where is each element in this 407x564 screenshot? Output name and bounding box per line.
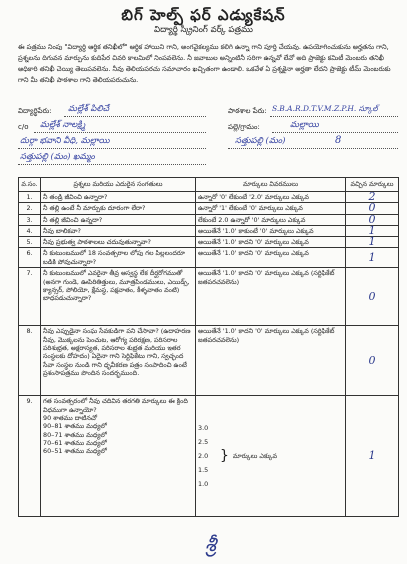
row-number: 4. — [19, 225, 41, 236]
row-question: నీ కుటుంబములో ఎవరైనా తీవ్ర అస్వస్థ లేక దీర్ఘరోగముతో (అనగా గుండె, ఊపిరితిత్తులు, మూత్రపిండములు, ఎయిడ్స్, క్యాన్సర్, పోలియో, క్షేమస్థ, పక్షవాతం, కీళ్ళవాతం వంటి) బాధపడుచున్నారా? — [41, 268, 196, 326]
row-marks: ఉన్నారో '0' లేకుంటే '2.0' మార్కులు ఎక్కువ — [196, 192, 346, 203]
header-marks-details: మార్కులు వివరములు — [196, 178, 346, 192]
form-subtitle: విద్యార్థి స్క్రీనింగ్ వర్క్ పత్రము — [154, 25, 253, 35]
row-number: 6. — [19, 248, 41, 268]
street-value[interactable]: దుర్గా భవాని వీధి, మల్లాయి — [20, 136, 110, 146]
table-row — [19, 268, 399, 326]
marks-scale — [198, 421, 220, 491]
row-question-text: గత సంవత్సరంలో నీవు చదివిన తరగతి మార్కులు ఈ క్రింది విధముగా ఉన్నాయో? — [43, 397, 188, 414]
district-value[interactable]: సత్తుపల్లి (మం) — [235, 136, 286, 146]
range-item: 90–81 శాతము మధ్యలో — [43, 422, 107, 431]
row-number: 3. — [19, 214, 41, 225]
row-number: 5. — [19, 237, 41, 248]
form-title: బిగ్ హెల్ప్ ఫర్ ఎడ్యుకేషన్ — [121, 6, 286, 24]
row-score[interactable]: 1 — [346, 237, 399, 248]
student-name-value[interactable]: మల్లేశ్ పిలిచే — [68, 104, 110, 114]
row-score[interactable]: 1 — [346, 248, 399, 268]
screening-table — [18, 177, 399, 517]
row-score[interactable]: 1 — [346, 396, 399, 517]
school-name-label: పాఠశాల పేరు: — [228, 107, 267, 115]
row-number: 9. — [19, 396, 41, 517]
table-row — [19, 326, 399, 396]
row-number: 7. — [19, 268, 41, 326]
row-marks: అయితేనే '1.0' కాదని '0' మార్కులు ఎక్కువ (సర్టిఫికేట్ జతపరచవలెను) — [196, 268, 346, 326]
scale-value: 2.0 — [198, 452, 209, 461]
table-row — [19, 214, 399, 225]
row-number: 1. — [19, 192, 41, 203]
table-row — [19, 192, 399, 203]
row-number: 2. — [19, 203, 41, 214]
class-value[interactable]: 8 — [335, 135, 342, 146]
row-score[interactable]: 0 — [346, 203, 399, 214]
row-number: 8. — [19, 326, 41, 396]
address-value[interactable]: మల్లేశ్ నాలక్ష్మి — [40, 120, 86, 130]
table-row — [19, 248, 399, 268]
scale-value: 3.0 — [198, 424, 209, 433]
scale-value: 1.5 — [198, 466, 209, 475]
row-marks: అయితేనే '1.0' కాదని '0' మార్కులు ఎక్కువ (సర్టిఫికేట్ జతపరచవలెను) — [196, 326, 346, 396]
row-marks: లేకుంటే 2.0 ఉన్నారో '0' మార్కులు ఎక్కువ — [196, 214, 346, 225]
brace: } — [220, 448, 229, 465]
row-marks: అయితేనే '1.0' కాదని '0' మార్కులు ఎక్కువ — [196, 248, 346, 268]
row-question — [41, 396, 196, 517]
mandal-value[interactable]: సత్తుపల్లి (మం) ఖమ్మం — [20, 152, 95, 162]
range-item: 60–51 శాతము మధ్యలో — [43, 447, 107, 456]
range-item: 90 శాతము దాటినచో — [43, 414, 97, 423]
row-question: నీవు ఎప్పుడైనా సంఘ సేవకుడిగా పని చేసావా? (ఉదాహరణ నీవు, మొక్కలను పెంచుట, ఆరోగ్య పరిరక్షణ, పరిసరాల పరిశుభ్రత, అక్షరాస్యత, పరిసరాల శుభ్రత మరియు ఇతర సంస్థలకు దోహదం) ఏదైనా గాని సెర్టిఫికేటు గాని, స్వచ్ఛంద సేవా సంస్థల నుండి గాని ధృవీకరణ పత్రం సంపాదించి ఉంటే ప్రశంసాపత్రము పొందిన సందర్భముంది. — [41, 326, 196, 396]
row-marks-text: మార్కులు ఎక్కువ — [232, 452, 278, 461]
row-question: నీ తల్లి జీవించి ఉన్నదా? — [41, 214, 196, 225]
row-score[interactable]: 0 — [346, 268, 399, 326]
header-serial: వ.సం. — [19, 178, 41, 192]
intro-paragraph: ఈ పత్రము నింపు "విద్యార్థి ఆర్థిక తనిఖీలో" ఆర్థిక హాయిని గాని, అంగవైకల్యము కలిగి ఉన్నా గాని పూర్తి చేయవు. ఉపయోగించుకును అర్హతను గాని, ప్రశ్నలను దిగువన మార్పును కుదిపేర చివరి కాలమిలో నింపవలెను. నీ జవాబుల అన్నింటినీ సరిగా ఉన్నవో లేవో అది ప్రాజెక్టు కమిటీ మెంబరు తనిఖీ అధికారి తనిఖీ చెయ్యి తెలుపవలెను. నీవు తెలియపరచు సమాచారం ఖచ్చితంగా ఉండాలి. ఒకవేళ ఏ ప్రశ్నకైనా అర్హతా లేదని ప్రాజెక్టు టీమ్ మెంబరుకు గాని మీ తనిఖీ పాఠశాల గాని తెలియపరుచును. — [18, 43, 391, 84]
range-item: 70–61 శాతము మధ్యలో — [43, 438, 107, 447]
row-score[interactable]: 0 — [346, 326, 399, 396]
row-score[interactable]: 2 — [346, 192, 399, 203]
range-item: 80–71 శాతము మధ్యలో — [43, 430, 107, 439]
scale-value: 2.5 — [198, 438, 209, 447]
student-name-label: విద్యార్థిపేరు: — [18, 107, 52, 115]
table-row — [19, 225, 399, 236]
school-name-value[interactable]: S.B.A.R.D.T.V.M.Z.P.H. స్కూల్ — [272, 104, 378, 113]
row-question: నీవు ప్రభుత్వ పాఠశాలలు చదువుతున్నావా? — [41, 237, 196, 248]
header-marks-obtained: వచ్చిన మార్కులు — [346, 178, 399, 192]
row-marks — [196, 396, 346, 517]
scale-value: 1.0 — [198, 480, 209, 489]
row-marks: అయితేనే '1.0' కాకుంటే '0' మార్కులు ఎక్కువ — [196, 225, 346, 236]
table-row — [19, 203, 399, 214]
row-marks: అయితేనే '1.0' కాదని '0' మార్కులు ఎక్కువ — [196, 237, 346, 248]
row-question: నీ తండ్రి జీవించి ఉన్నారా? — [41, 192, 196, 203]
row-question: నీ తల్లి ఉంటే నీ మార్పుకు దూరంగా లేరా? — [41, 203, 196, 214]
signature: శ్రీ — [205, 532, 216, 556]
village-value[interactable]: మల్లాయి — [290, 120, 319, 130]
row-marks: ఉన్నారో '1' లేకుంటే '0' మార్కులు ఎక్కువ — [196, 203, 346, 214]
village-label: పల్లె/గ్రామం: — [228, 123, 260, 131]
row-score[interactable]: 0 — [346, 214, 399, 225]
row-question: నీ కుటుంబములో 18 సంవత్సరాల లోపు గల పిల్లలందరూ బడికి పోవుచున్నారా? — [41, 248, 196, 268]
table-row — [19, 396, 399, 517]
address-label: c/o — [18, 123, 29, 131]
header-question: ప్రశ్నలు మరియు ఎదురైన సంగతులు — [41, 178, 196, 192]
row-question: నీవు బాలికవా? — [41, 225, 196, 236]
row-score[interactable]: 1 — [346, 225, 399, 236]
table-row — [19, 237, 399, 248]
